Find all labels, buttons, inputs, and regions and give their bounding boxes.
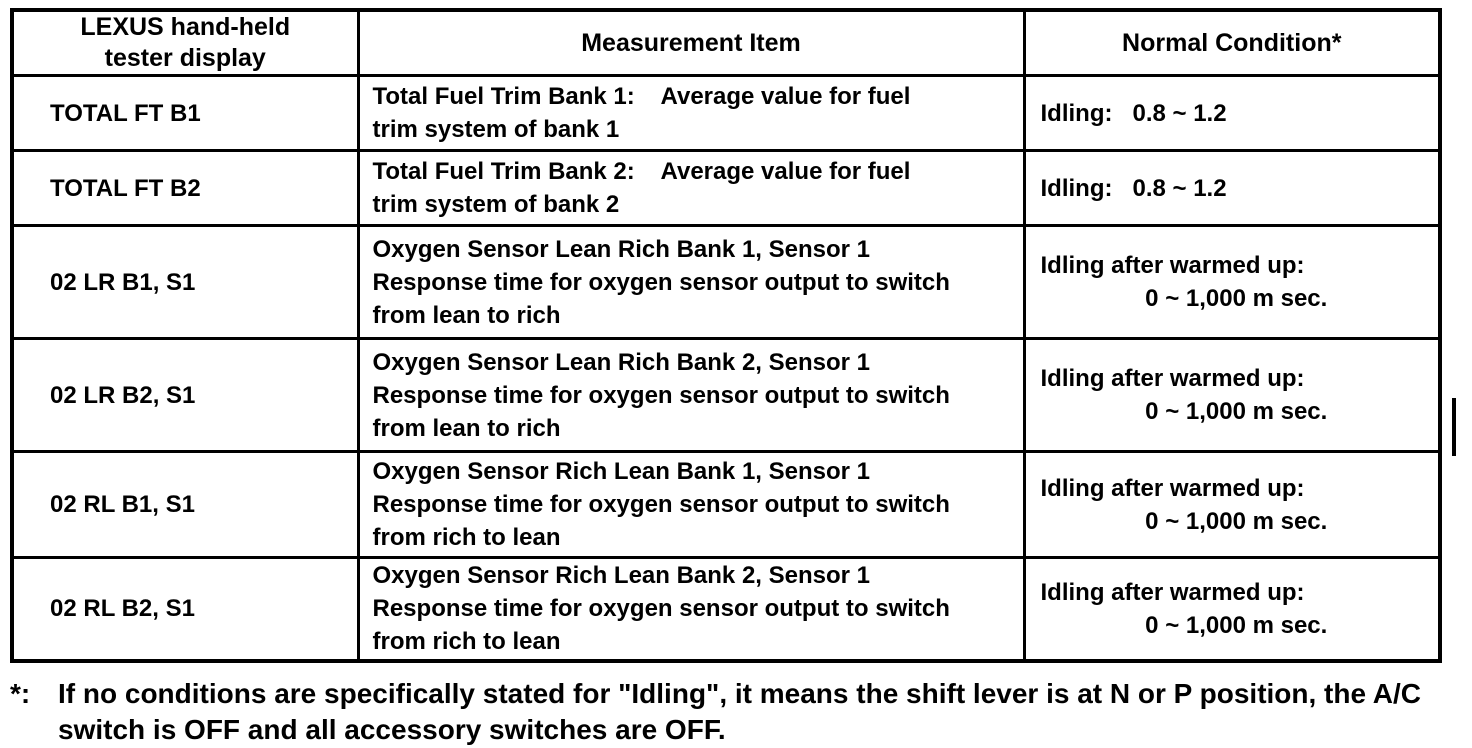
condition-cell	[1024, 558, 1440, 661]
condition-line: 0 ~ 1,000 m sec.	[1145, 398, 1328, 425]
table-row	[12, 76, 1440, 151]
tester-display-value: 02 LR B1, S1	[50, 268, 196, 296]
tester-display-cell	[12, 558, 358, 661]
measurement-cell	[358, 76, 1024, 151]
tester-display-value: 02 RL B1, S1	[50, 491, 195, 518]
table-header-row	[12, 10, 1440, 76]
tester-display-cell	[12, 226, 358, 339]
table-row	[12, 226, 1440, 339]
table-row	[12, 151, 1440, 226]
measurement-line: from rich to lean	[372, 628, 561, 656]
footnote-marker: *:	[10, 678, 31, 709]
condition-line: Idling after warmed up:	[1040, 252, 1305, 279]
measurement-line: Total Fuel Trim Bank 1: Average value for fuel	[372, 83, 911, 110]
condition-line: Idling: 0.8 ~ 1.2	[1040, 174, 1227, 202]
footnote	[10, 676, 1421, 748]
measurement-line: Oxygen Sensor Rich Lean Bank 1, Sensor 1	[372, 458, 871, 485]
condition-line: 0 ~ 1,000 m sec.	[1145, 507, 1328, 535]
condition-cell	[1024, 151, 1440, 226]
measurement-line: trim system of bank 2	[372, 191, 620, 218]
condition-cell	[1024, 226, 1440, 339]
measurement-line: Response time for oxygen sensor output to switch	[372, 595, 950, 623]
header-tester-display-line2: tester display	[104, 44, 266, 72]
measurement-line: Oxygen Sensor Rich Lean Bank 2, Sensor 1	[372, 562, 871, 590]
condition-line: Idling after warmed up:	[1040, 578, 1305, 606]
table-row	[12, 339, 1440, 452]
diagnostic-data-table	[10, 8, 1442, 663]
scan-margin-mark	[1452, 398, 1456, 456]
measurement-line: Response time for oxygen sensor output to switch	[372, 268, 950, 296]
header-tester-display	[12, 10, 358, 76]
condition-line: Idling after warmed up:	[1040, 365, 1305, 392]
footnote-line: If no conditions are specifically stated for "Idling", it means the shift lever is at N or P position, the A/C	[58, 678, 1422, 709]
footnote-text	[58, 676, 1421, 748]
tester-display-cell	[12, 151, 358, 226]
measurement-cell	[358, 452, 1024, 558]
header-normal-condition: Normal Condition*	[1024, 10, 1440, 76]
tester-display-cell	[12, 339, 358, 452]
footnote-line: switch is OFF and all accessory switches are OFF.	[58, 714, 726, 745]
measurement-line: Total Fuel Trim Bank 2: Average value for fuel	[372, 158, 911, 185]
tester-display-value: 02 RL B2, S1	[50, 595, 195, 623]
measurement-line: from rich to lean	[372, 524, 561, 551]
measurement-line: trim system of bank 1	[372, 116, 620, 143]
table-row	[12, 452, 1440, 558]
measurement-cell	[358, 226, 1024, 339]
measurement-line: from lean to rich	[372, 414, 561, 442]
tester-display-value: TOTAL FT B2	[50, 174, 201, 202]
measurement-line: Oxygen Sensor Lean Rich Bank 2, Sensor 1	[372, 348, 871, 376]
tester-display-cell	[12, 76, 358, 151]
condition-line: Idling after warmed up:	[1040, 474, 1305, 502]
header-tester-display-line1: LEXUS hand-held	[80, 13, 291, 41]
condition-line: Idling: 0.8 ~ 1.2	[1040, 99, 1227, 127]
condition-cell	[1024, 76, 1440, 151]
measurement-cell	[358, 558, 1024, 661]
condition-line: 0 ~ 1,000 m sec.	[1145, 611, 1328, 639]
measurement-line: Response time for oxygen sensor output to switch	[372, 491, 950, 518]
tester-display-cell	[12, 452, 358, 558]
measurement-line: from lean to rich	[372, 301, 561, 329]
header-measurement-item: Measurement Item	[358, 10, 1024, 76]
measurement-cell	[358, 151, 1024, 226]
condition-cell	[1024, 339, 1440, 452]
condition-cell	[1024, 452, 1440, 558]
condition-line: 0 ~ 1,000 m sec.	[1145, 285, 1328, 312]
measurement-line: Oxygen Sensor Lean Rich Bank 1, Sensor 1	[372, 235, 871, 263]
measurement-line: Response time for oxygen sensor output to switch	[372, 381, 950, 409]
tester-display-value: TOTAL FT B1	[50, 99, 201, 127]
table-row	[12, 558, 1440, 661]
tester-display-value: 02 LR B2, S1	[50, 381, 196, 409]
measurement-cell	[358, 339, 1024, 452]
